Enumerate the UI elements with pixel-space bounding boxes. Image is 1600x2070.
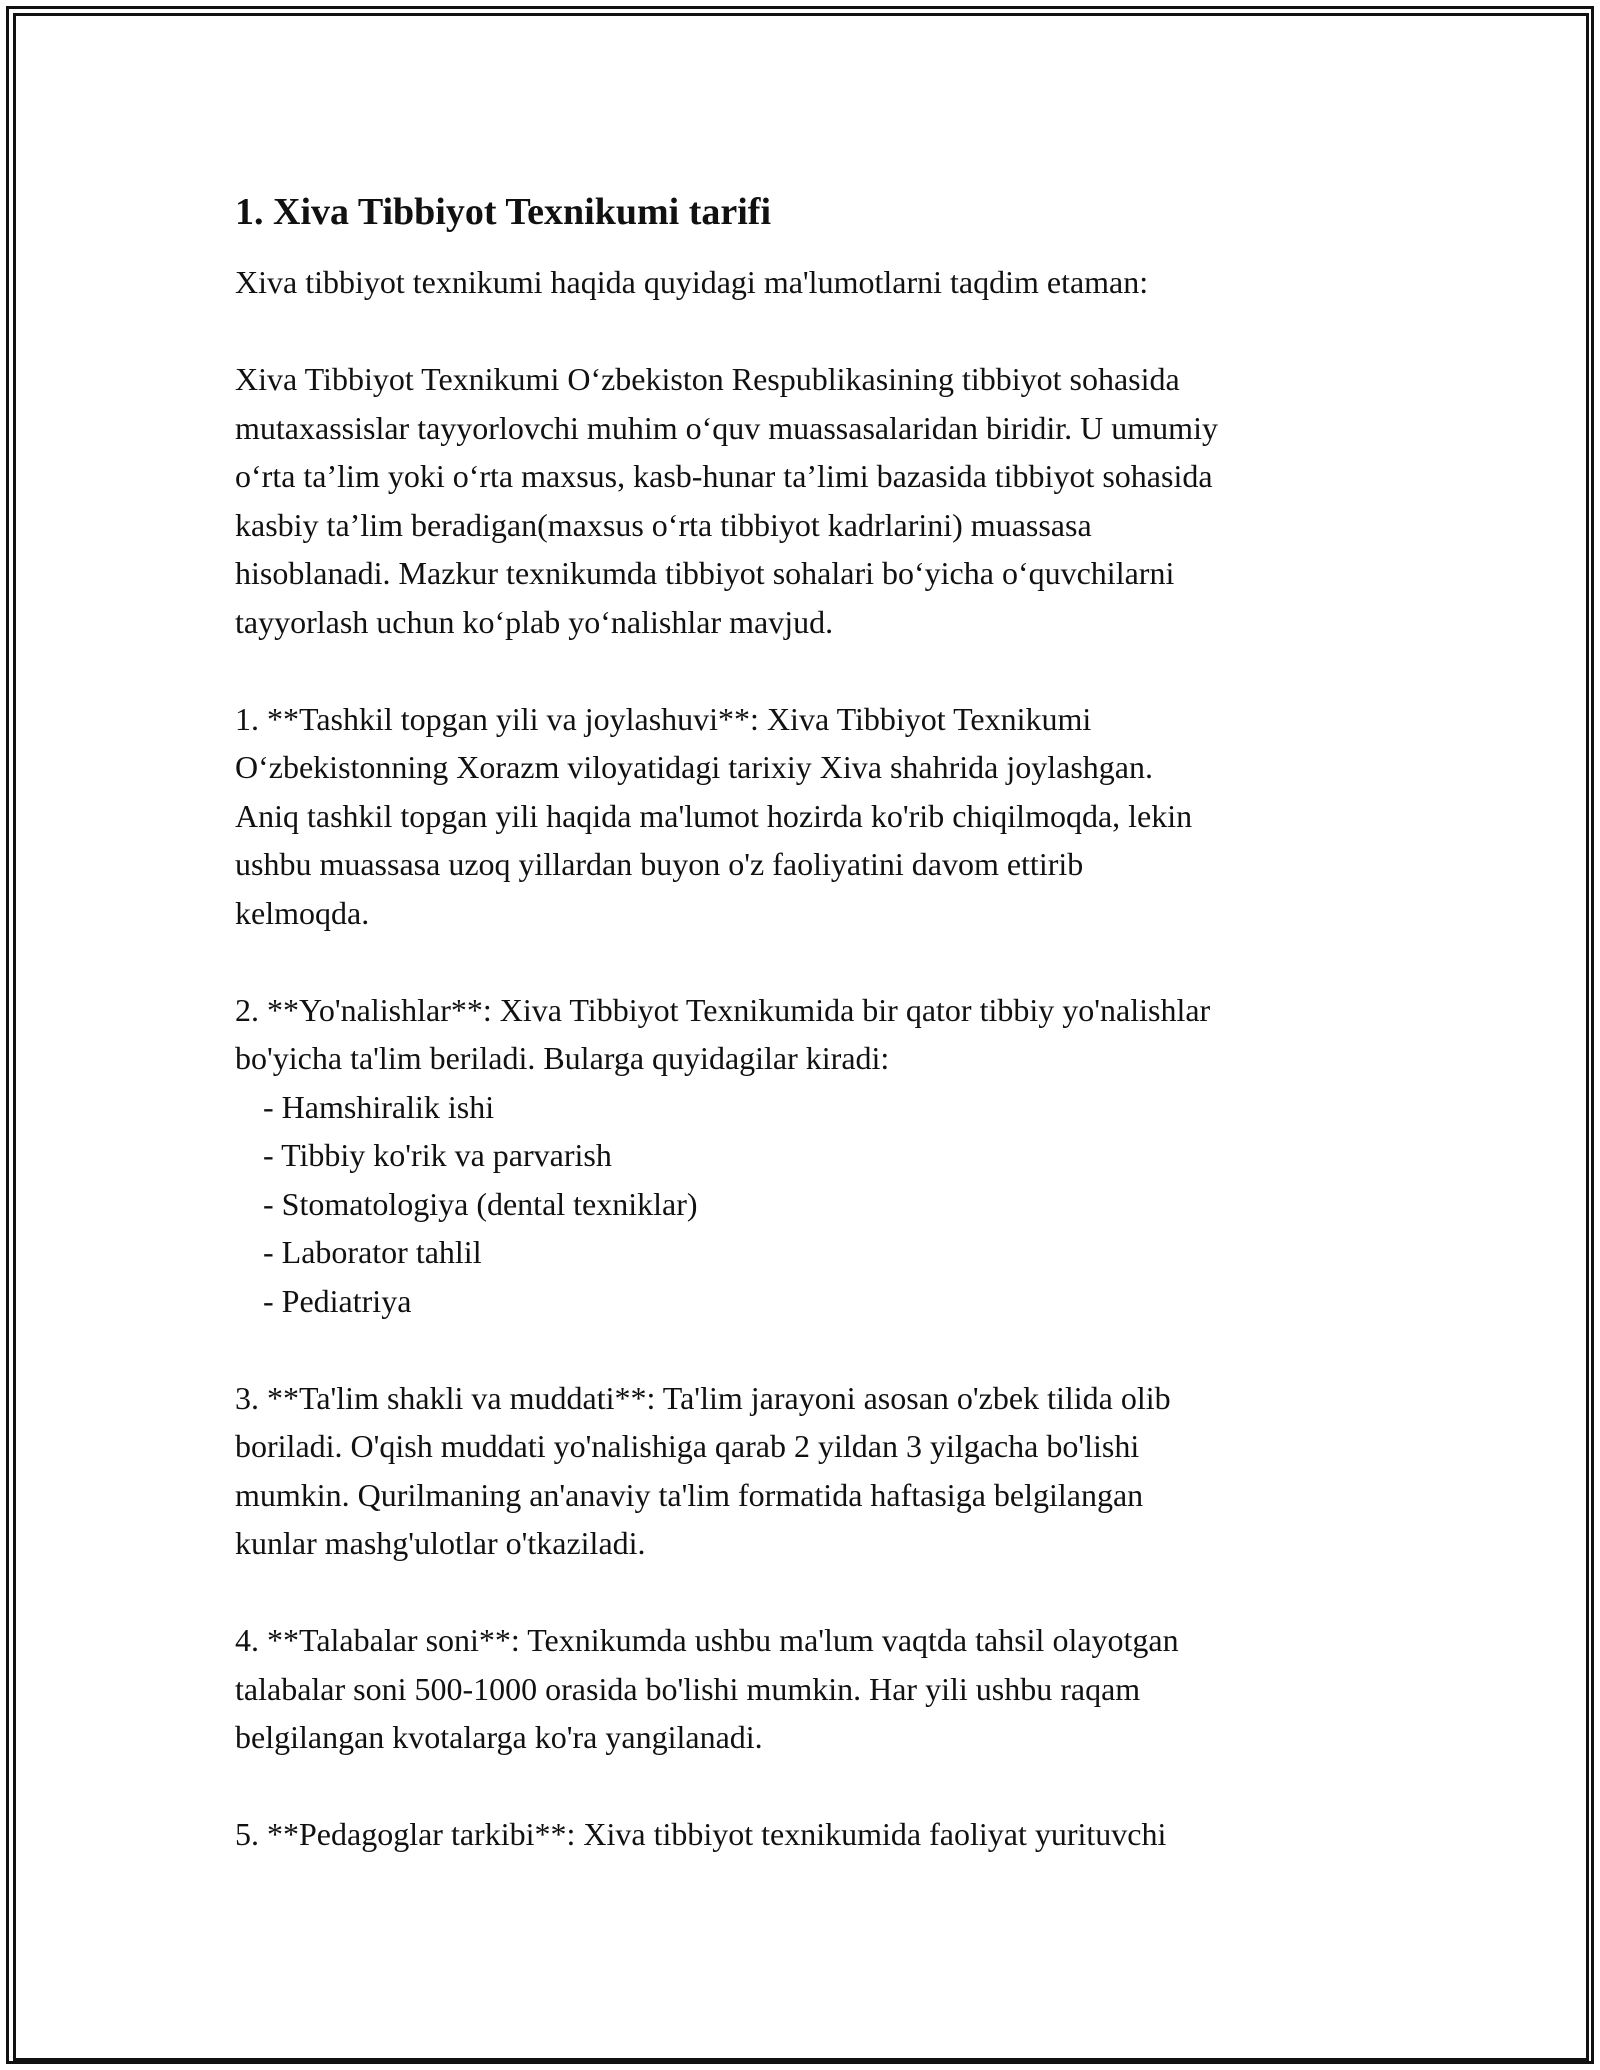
- direction-list-item: - Hamshiralik ishi: [263, 1088, 495, 1125]
- direction-list-item: - Tibbiy ko'rik va parvarish: [263, 1137, 612, 1173]
- overview-paragraph: [235, 355, 1395, 646]
- overview-line: tayyorlash uchun ko‘plab yo‘nalishlar mavjud.: [235, 603, 834, 640]
- section-1-line: kelmoqda.: [235, 894, 370, 931]
- section-4-student-count: [235, 1616, 1395, 1762]
- direction-list-item: - Stomatologiya (dental texniklar): [263, 1185, 698, 1222]
- section-4-line: 4. **Talabalar soni**: Texnikumda ushbu ma'lum vaqtda tahsil olayotgan: [235, 1622, 1179, 1658]
- section-5-teaching-staff: [235, 1810, 1395, 1859]
- section-3-line: boriladi. O'qish muddati yo'nalishiga qarab 2 yildan 3 yilgacha bo'lishi: [235, 1428, 1140, 1464]
- direction-list-item: - Laborator tahlil: [263, 1234, 482, 1270]
- intro-line: Xiva tibbiyot texnikumi haqida quyidagi ma'lumotlarni taqdim etaman:: [235, 264, 1149, 300]
- overview-line: mutaxassislar tayyorlovchi muhim o‘quv muassasalaridan biridir. U umumiy: [235, 409, 1218, 446]
- section-1-founding: [235, 695, 1395, 938]
- section-3-line: kunlar mashg'ulotlar o'tkaziladi.: [235, 1525, 646, 1561]
- section-1-line: ushbu muassasa uzoq yillardan buyon o'z faoliyatini davom ettirib: [235, 846, 1084, 882]
- overview-line: hisoblanadi. Mazkur texnikumda tibbiyot sohalari bo‘yicha o‘quvchilarni: [235, 555, 1175, 591]
- section-3-study-format: [235, 1374, 1395, 1568]
- section-1-line: Aniq tashkil topgan yili haqida ma'lumot hozirda ko'rib chiqilmoqda, lekin: [235, 797, 1193, 834]
- direction-list-item: - Pediatriya: [263, 1282, 412, 1319]
- overview-line: Xiva Tibbiyot Texnikumi O‘zbekiston Respublikasining tibbiyot sohasida: [235, 361, 1180, 397]
- section-5-line: 5. **Pedagoglar tarkibi**: Xiva tibbiyot texnikumida faoliyat yurituvchi: [235, 1816, 1167, 1852]
- section-3-line: 3. **Ta'lim shakli va muddati**: Ta'lim jarayoni asosan o'zbek tilida olib: [235, 1379, 1171, 1416]
- overview-line: kasbiy ta’lim beradigan(maxsus o‘rta tibbiyot kadrlarini) muassasa: [235, 506, 1092, 543]
- document-page: [235, 186, 1395, 1859]
- section-4-line: belgilangan kvotalarga ko'ra yangilanadi.: [235, 1719, 763, 1755]
- overview-line: o‘rta ta’lim yoki o‘rta maxsus, kasb-hunar ta’limi bazasida tibbiyot sohasida: [235, 458, 1213, 494]
- intro-paragraph: [235, 258, 1395, 307]
- section-1-line: O‘zbekistonning Xorazm viloyatidagi tarixiy Xiva shahrida joylashgan.: [235, 749, 1153, 785]
- section-3-line: mumkin. Qurilmaning an'anaviy ta'lim formatida haftasiga belgilangan: [235, 1476, 1144, 1513]
- section-2-line: bo'yicha ta'lim beriladi. Bularga quyidagilar kiradi:: [235, 1040, 890, 1076]
- page-title: 1. Xiva Tibbiyot Texnikumi tarifi: [235, 191, 772, 233]
- section-1-line: 1. **Tashkil topgan yili va joylashuvi**: Xiva Tibbiyot Texnikumi: [235, 700, 1092, 737]
- section-4-line: talabalar soni 500-1000 orasida bo'lishi mumkin. Har yili ushbu raqam: [235, 1670, 1141, 1707]
- section-2-directions: [235, 986, 1395, 1326]
- section-2-line: 2. **Yo'nalishlar**: Xiva Tibbiyot Texnikumida bir qator tibbiy yo'nalishlar: [235, 991, 1211, 1028]
